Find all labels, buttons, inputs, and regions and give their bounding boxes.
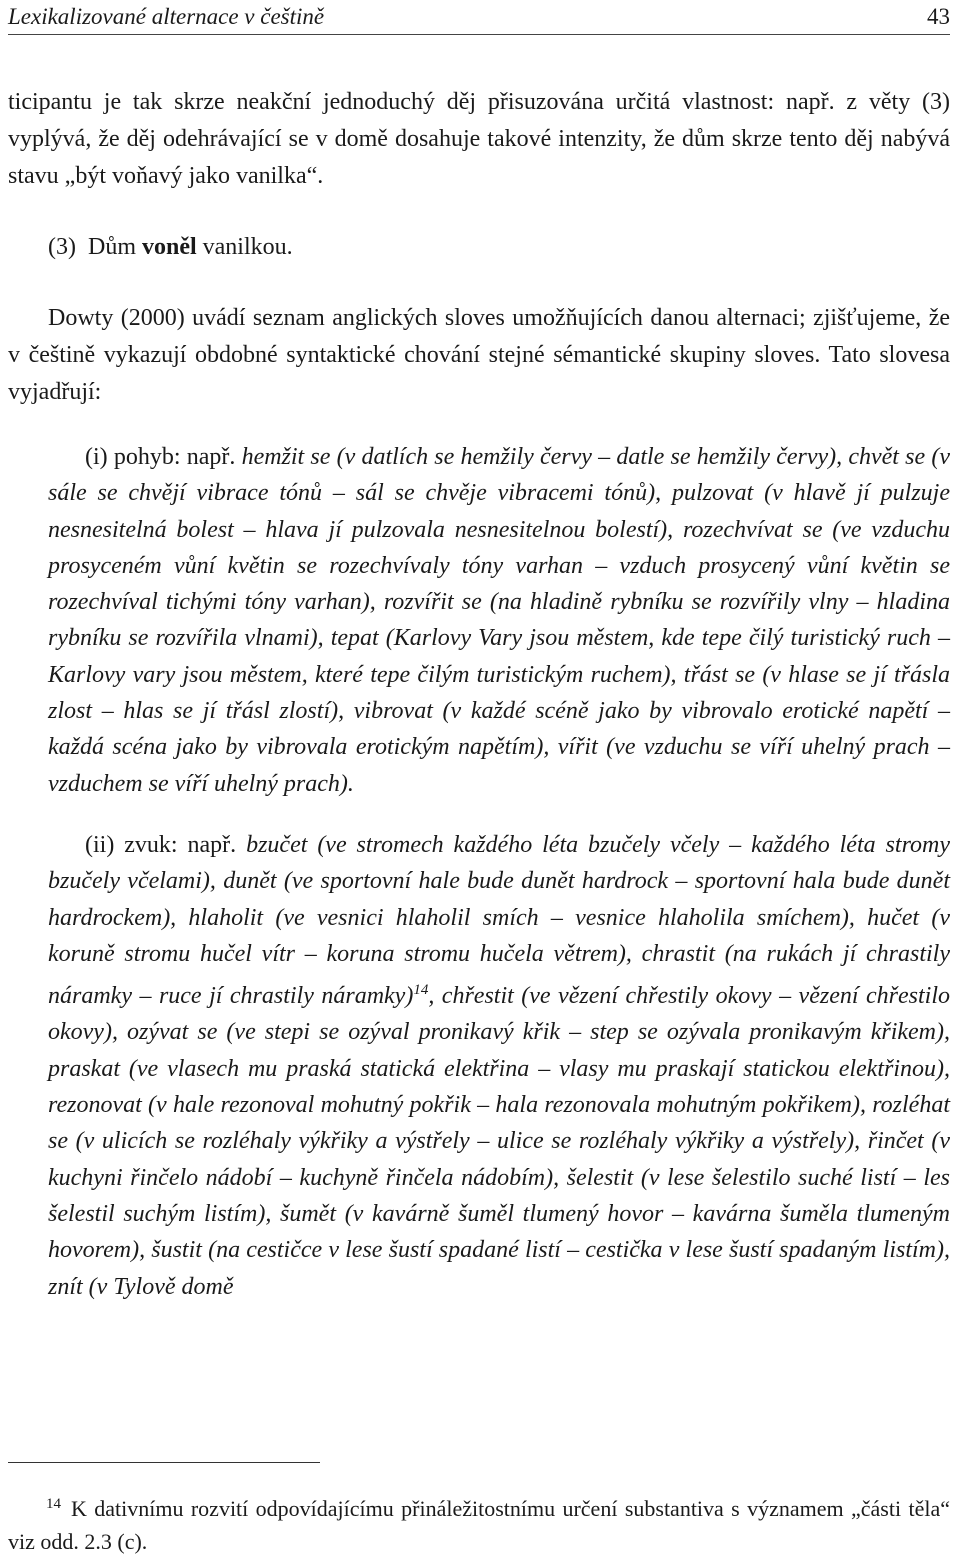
footnote-ref[interactable]: 14 (413, 982, 429, 999)
list-item-sound (48, 827, 950, 1305)
page-body (8, 84, 950, 1305)
list-item-motion (48, 439, 950, 802)
example-before: Dům (87, 234, 136, 260)
paragraph-1: ticipantu je tak skrze neakční jednoduchý děj přisuzována určitá vlastnost: např. z věty (3) vyplývá, že děj odehrávající se v domě dosahuje takové intenzity, že dům skrze tento děj nabývá stavu „být voňavý jako vanilka“. (8, 89, 950, 189)
footnote-text: K dativnímu rozvití odpovídajícímu přináležitostnímu určení substantiva s významem „části těla“ viz odd. 2.3 (c). (8, 1496, 950, 1554)
footnote-number: 14 (46, 1496, 61, 1512)
item-text-sound-a: bzučet (ve stromech každého léta bzučely včely – každého léta stromy bzučely včelami), dunět (ve sportovní hale bude dunět hardrock – sportovní hala bude dunět hardrockem), hlaholit (ve vesnici hlaholil smích – vesnice hlaholila smíchem), hučet (v koruně stromu hučel vítr – koruna stromu hučela větrem), chrastit (na rukách jí chrastily náramky – ruce jí chrastily náramky) (48, 831, 950, 1010)
verb-list (8, 439, 950, 1305)
item-head-sound: (ii) zvuk: např. (85, 831, 237, 858)
paragraph-2: Dowty (2000) uvádí seznam anglických sloves umožňujících danou alternaci; zjišťujeme, že v češtině vykazují obdobné syntaktické chování stejné sémantické skupiny sloves. Tato slovesa vyjadřují: (8, 305, 950, 405)
item-text-sound-b: , chřestit (ve vězení chřestily okovy – vězení chřestilo okovy), ozývat se (ve stepi se ozýval pronikavý křik – step se ozývala pronikavým křikem), praskat (ve vlasech mu praská statická elektřina – vlasy mu praskají statickou elektřinou), rezonovat (v hale rezonoval mohutný pokřik – hala rezonovala mohutným pokřikem), rozléhat se (v ulicích se rozléhaly výkřiky a výstřely – ulice se rozléhaly výkřiky a výstřely), řinčet (v kuchyni řinčelo nádobí – kuchyně řinčela nádobím), šelestit (v lese šelestilo suché listí – les šelestil suchým listím), šumět (v kavárně šuměl tlumený hovor – kavárna šuměla tlumeným hovorem), šustit (na cestičce v lese šustí spadané listí – cestička v lese šustí spadaným listím), znít (v Tylově domě (48, 983, 950, 1300)
item-text-motion: hemžit se (v datlích se hemžily červy – datle se hemžily červy), chvět se (v sále se chvějí vibrace tónů – sál se chvěje vibracemi tónů), pulzovat (v hlavě jí pulzuje nesnesitelná bolest – hlava jí pulzovala nesnesitelnou bolestí), rozechvívat se (ve vzduchu prosyceném vůní květin se rozechvívaly tóny varhan – vzduch prosycený vůní květin se rozechvíval tichými tóny varhan), rozvířit se (na hladině rybníku se rozvířily vlny – hladina rybníku se rozvířila vlnami), tepat (Karlovy Vary jsou městem, kde tepe čilý turistický ruch – Karlovy vary jsou městem, které tepe čilým turistickým ruchem), třást se (v hlase se jí třásla zlost – hlas se jí třásl zlostí), vibrovat (v každé scéně jako by vibrovalo erotické napětí – každá scéna jako by vibrovala erotickým napětím), vířit (ve vzduchu se víří uhelný prach – vzduchem se víří uhelný prach). (48, 444, 951, 797)
running-header (8, 0, 950, 35)
example-number: (3) (48, 234, 76, 260)
example-after: vanilkou. (202, 234, 293, 260)
item-head-motion: (i) pohyb: např. (85, 444, 236, 470)
example-verb: voněl (141, 234, 197, 260)
footnote-rule (8, 1462, 320, 1463)
footnote (8, 1488, 950, 1558)
page-number: 43 (927, 4, 950, 29)
running-title: Lexikalizované alternace v češtině (8, 4, 325, 29)
example-3 (8, 229, 950, 266)
